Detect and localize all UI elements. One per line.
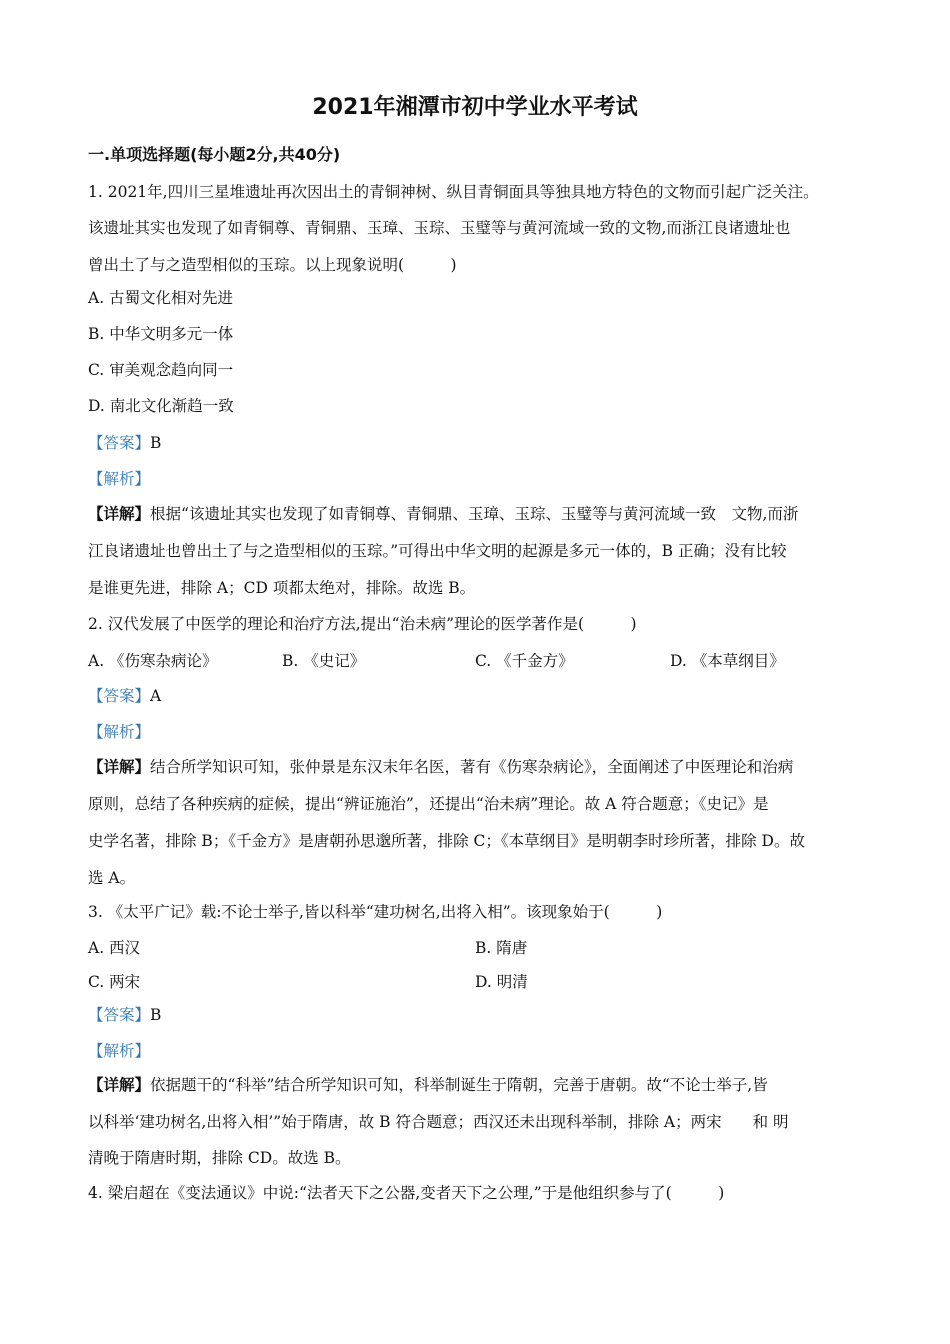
q1-option-c: C. 审美观念趋向同一 <box>88 361 234 379</box>
q1-stem-line-3: 曾出土了与之造型相似的玉琮。以上现象说明( ) <box>88 256 457 274</box>
q1-option-b: B. 中华文明多元一体 <box>88 325 234 343</box>
q1-detail-line-2: 江良诸遗址也曾出土了与之造型相似的玉琮。”可得出中华文明的起源是多元一体的，B 正确；没有比较 <box>88 542 787 560</box>
q2-detail-line-1 <box>88 755 793 777</box>
q3-detail-line-1 <box>88 1073 768 1095</box>
answer-value: B <box>150 434 162 452</box>
q3-detail-line-3: 清晚于隋唐时期，排除 CD。故选 B。 <box>88 1149 351 1167</box>
q2-option-a: A. 《伤寒杂病论》 <box>88 652 218 670</box>
q2-detail-line-2: 原则，总结了各种疾病的症候，提出“辨证施治”，还提出“治未病”理论。故 A 符合题意；《史记》是 <box>88 795 769 813</box>
q1-detail-line-3: 是谁更先进，排除 A；CD 项都太绝对，排除。故选 B。 <box>88 579 476 597</box>
q2-stem: 2. 汉代发展了中医学的理论和治疗方法,提出“治未病”理论的医学著作是( ) <box>88 615 637 633</box>
q2-answer <box>88 684 161 706</box>
answer-value: B <box>150 1006 162 1024</box>
q3-option-b: B. 隋唐 <box>475 939 528 957</box>
q1-stem-line-1: 1. 2021年,四川三星堆遗址再次因出土的青铜神树、纵目青铜面具等独具地方特色的文物而引起广泛关注。 <box>88 183 819 201</box>
answer-tag: 【答案】 <box>88 687 151 705</box>
answer-value: A <box>150 687 162 705</box>
q2-option-d: D. 《本草纲目》 <box>670 652 785 670</box>
q1-option-d: D. 南北文化渐趋一致 <box>88 397 234 415</box>
q1-answer <box>88 431 161 453</box>
q2-analysis-tag: 【解析】 <box>88 723 151 741</box>
q3-option-d: D. 明清 <box>475 973 528 991</box>
q2-option-b: B. 《史记》 <box>282 652 366 670</box>
detail-tag: 【详解】 <box>88 504 151 523</box>
q3-option-c: C. 两宋 <box>88 973 141 991</box>
answer-tag: 【答案】 <box>88 434 151 452</box>
q1-analysis-tag: 【解析】 <box>88 470 151 488</box>
q1-stem-line-2: 该遗址其实也发现了如青铜尊、青铜鼎、玉璋、玉琮、玉璧等与黄河流域一致的文物,而浙江良诸遗址也 <box>88 219 791 237</box>
q2-detail-line-4: 选 A。 <box>88 869 136 887</box>
detail-text: 依据题干的“科举”结合所学知识可知，科举制诞生于隋朝，完善于唐朝。故“不论士举子,皆 <box>150 1076 768 1094</box>
answer-tag: 【答案】 <box>88 1006 151 1024</box>
q3-option-a: A. 西汉 <box>88 939 141 957</box>
q3-stem: 3. 《太平广记》载:不论士举子,皆以科举“建功树名,出将入相”。该现象始于( ) <box>88 903 663 921</box>
q3-analysis-tag: 【解析】 <box>88 1042 151 1060</box>
q1-detail-line-1 <box>88 502 798 524</box>
page-title: 2021年湘潭市初中学业水平考试 <box>312 95 638 120</box>
q3-answer <box>88 1003 161 1025</box>
q4-stem: 4. 梁启超在《变法通议》中说:“法者天下之公器,变者天下之公理,”于是他组织参与了( ) <box>88 1184 725 1202</box>
section-heading: 一.单项选择题(每小题2分,共40分) <box>88 145 341 164</box>
detail-text: 根据“该遗址其实也发现了如青铜尊、青铜鼎、玉璋、玉琮、玉璧等与黄河流域一致 文物,而浙 <box>150 505 799 523</box>
q2-option-c: C. 《千金方》 <box>475 652 574 670</box>
detail-tag: 【详解】 <box>88 757 151 776</box>
q3-detail-line-2: 以科举‘建功树名,出将入相’”始于隋唐，故 B 符合题意；西汉还未出现科举制，排除 A；两宋 和 明 <box>88 1113 789 1131</box>
detail-text: 结合所学知识可知，张仲景是东汉末年名医，著有《伤寒杂病论》，全面阐述了中医理论和治病 <box>150 758 794 776</box>
detail-tag: 【详解】 <box>88 1075 151 1094</box>
q1-option-a: A. 古蜀文化相对先进 <box>88 289 234 307</box>
q2-detail-line-3: 史学名著，排除 B；《千金方》是唐朝孙思邈所著，排除 C；《本草纲目》是明朝李时珍所著，排除 D。故 <box>88 832 805 850</box>
